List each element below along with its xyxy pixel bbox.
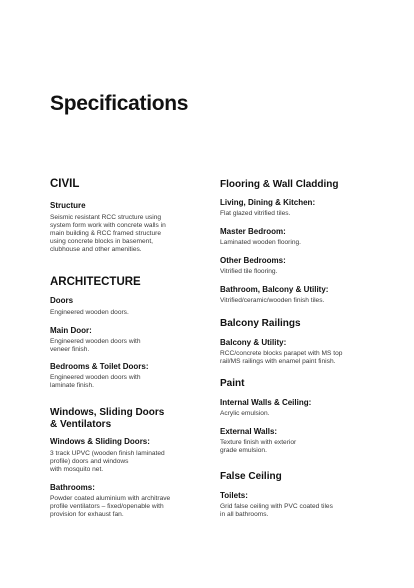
subheading-master-bedroom: Master Bedroom: [220,227,286,236]
text-structure-5: clubhouse and other amenities. [50,246,142,253]
text-bathrooms-3: provision for exhaust fan. [50,511,124,518]
subheading-main-door: Main Door: [50,326,92,335]
text-bathrooms-1: Powder coated aluminium with architrave [50,495,171,502]
subheading-doors: Doors [50,296,74,305]
section-heading-windows-2: & Ventilators [50,419,112,430]
section-heading-balcony-railings: Balcony Railings [220,318,301,329]
text-main-door-1: Engineered wooden doors with [50,338,141,345]
text-main-door-2: veneer finish. [50,346,90,353]
subheading-structure: Structure [50,201,86,210]
subheading-external-walls: External Walls: [220,427,278,436]
subheading-living-dining-kitchen: Living, Dining & Kitchen: [220,198,316,207]
text-toilets-1: Grid false ceiling with PVC coated tiles [220,503,333,510]
text-bedroom-toilet-2: laminate finish. [50,382,94,389]
text-master: Laminated wooden flooring. [220,239,302,246]
text-structure-1: Seismic resistant RCC structure using [50,214,162,221]
text-living: Flat glazed vitrified tiles. [220,210,291,217]
subheading-balcony-utility: Balcony & Utility: [220,338,287,347]
text-windows-sliding-3: with mosquito net. [50,466,104,473]
text-external-1: Texture finish with exterior [220,439,297,446]
text-structure-4: using concrete blocks in basement, [50,238,153,245]
subheading-bathroom-balcony-utility: Bathroom, Balcony & Utility: [220,285,329,294]
section-heading-architecture: ARCHITECTURE [50,276,141,288]
subheading-other-bedrooms: Other Bedrooms: [220,256,286,265]
text-bathrooms-2: profile ventilators – fixed/openable with [50,503,164,510]
section-heading-false-ceiling: False Ceiling [220,471,282,482]
section-heading-windows-1: Windows, Sliding Doors [50,407,165,418]
text-structure-2: system form work with concrete walls in [50,222,166,229]
section-heading-paint: Paint [220,378,245,389]
text-toilets-2: in all bathrooms. [220,511,269,518]
text-bedroom-toilet-1: Engineered wooden doors with [50,374,141,381]
text-railings-2: rail/MS railings with enamel paint finish. [220,358,336,365]
section-heading-flooring: Flooring & Wall Cladding [220,179,339,190]
text-internal: Acrylic emulsion. [220,410,270,417]
text-external-2: grade emulsion. [220,447,267,454]
section-heading-civil: CIVIL [50,178,80,190]
subheading-bedroom-toilet-doors: Bedrooms & Toilet Doors: [50,362,149,371]
text-other: Vitrified tile flooring. [220,268,278,275]
text-bath: Vitrified/ceramic/wooden finish tiles. [220,297,325,304]
subheading-windows-sliding: Windows & Sliding Doors: [50,437,150,446]
text-windows-sliding-1: 3 track UPVC (wooden finish laminated [50,450,165,457]
subheading-bathrooms: Bathrooms: [50,483,95,492]
text-structure-3: main building & RCC framed structure [50,230,162,237]
subheading-internal-walls: Internal Walls & Ceiling: [220,398,312,407]
text-railings-1: RCC/concrete blocks parapet with MS top [220,350,343,357]
page-title: Specifications [50,92,189,115]
subheading-toilets: Toilets: [220,491,248,500]
text-doors: Engineered wooden doors. [50,309,129,316]
text-windows-sliding-2: profile) doors and windows [50,458,129,465]
